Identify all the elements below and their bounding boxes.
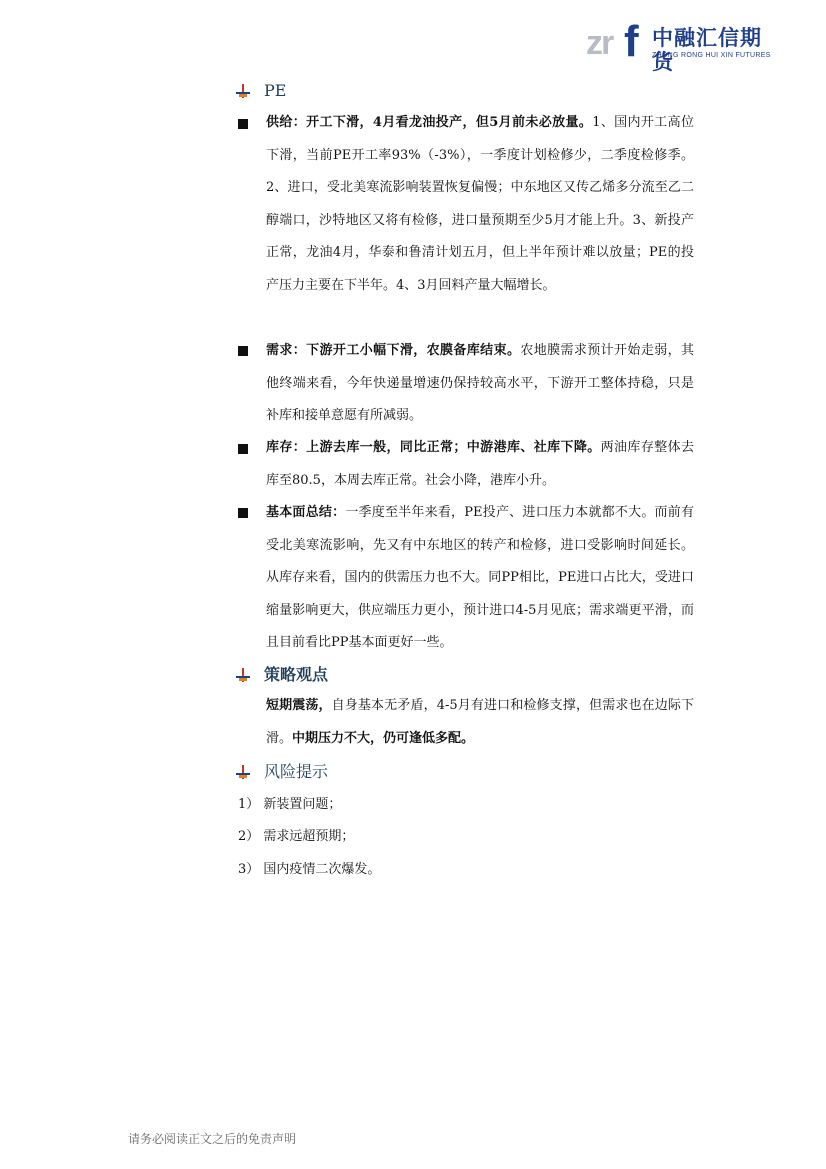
risk-item xyxy=(238,827,354,847)
logo-english-name: ZHONG RONG HUI XIN FUTURES xyxy=(652,52,771,59)
section-heading-risk xyxy=(236,761,328,783)
risk-text: 国内疫情二次爆发。 xyxy=(263,862,381,877)
section-marker-icon xyxy=(236,84,250,98)
risk-number: 3） xyxy=(238,862,260,877)
strategy-short-term: 短期震荡， xyxy=(266,698,332,713)
inventory-text: 两油库存整体去库至80.5，本周去库正常。社会小降，港库小升。 xyxy=(266,440,694,488)
risk-text: 新装置问题； xyxy=(263,797,342,812)
supply-paragraph xyxy=(266,107,694,302)
square-bullet-icon xyxy=(238,346,248,356)
section-heading-pe xyxy=(236,80,286,102)
strategy-text: 自身基本无矛盾，4-5月有进口和检修支撑，但需求也在边际下滑。 xyxy=(266,698,694,746)
section-title-strategy: 策略观点 xyxy=(264,665,329,684)
risk-number: 1） xyxy=(238,797,260,812)
section-heading-strategy xyxy=(236,664,328,686)
company-logo xyxy=(586,17,776,74)
square-bullet-icon xyxy=(238,508,248,518)
strategy-mid-term: 中期压力不大，仍可逢低多配。 xyxy=(292,730,475,746)
strategy-paragraph xyxy=(266,690,694,755)
square-bullet-icon xyxy=(238,444,248,454)
square-bullet-icon xyxy=(238,119,248,129)
summary-heading: 基本面总结： xyxy=(266,505,346,520)
section-marker-icon xyxy=(236,765,250,779)
summary-paragraph xyxy=(266,497,694,660)
inventory-paragraph xyxy=(266,432,694,497)
footer-disclaimer: 请务必阅读正文之后的免责声明 xyxy=(128,1132,297,1146)
section-marker-icon xyxy=(236,668,250,682)
logo-mark-f: f xyxy=(624,17,639,66)
summary-text: 一季度至半年来看，PE投产、进口压力本就都不大。而前有受北美寒流影响，先又有中东地区的转产和检修，进口受影响时间延长。从库存来看，国内的供需压力也不大。同PP相比，PE进口占比大，受进口缩量影响更大，供应端压力更小，预计进口4-5月见底；需求端更平滑，而且目前看比PP基本面更好一些。 xyxy=(266,505,694,650)
supply-heading: 供给：开工下滑，4月看龙油投产，但5月前未必放量。 xyxy=(266,115,593,130)
inventory-heading: 库存：上游去库一般，同比正常；中游港库、社库下降。 xyxy=(266,440,601,455)
logo-mark-zr: zr xyxy=(586,24,613,62)
logo-chinese-name: 中融汇信期货 xyxy=(652,26,762,74)
supply-text: 1、国内开工高位下滑，当前PE开工率93%（-3%），一季度计划检修少，二季度检修季。2、进口，受北美寒流影响装置恢复偏慢；中东地区又传乙烯多分流至乙二醇端口，沙特地区又将有检修，进口量预期至少5月才能上升。3、新投产正常，龙油4月，华泰和鲁清计划五月，但上半年预计难以放量；PE的投产压力主要在下半年。4、3月回料产量大幅增长。 xyxy=(266,115,695,293)
risk-number: 2） xyxy=(238,829,260,844)
demand-text: 农地膜需求预计开始走弱，其他终端来看，今年快递量增速仍保持较高水平，下游开工整体持稳，只是补库和接单意愿有所减弱。 xyxy=(266,343,694,423)
risk-item xyxy=(238,860,380,880)
risk-text: 需求远超预期； xyxy=(263,829,355,844)
demand-paragraph xyxy=(266,335,694,433)
section-title-risk: 风险提示 xyxy=(264,762,329,781)
section-title-pe: PE xyxy=(264,81,287,100)
demand-heading: 需求：下游开工小幅下滑，农膜备库结束。 xyxy=(266,343,521,358)
risk-item xyxy=(238,795,341,815)
